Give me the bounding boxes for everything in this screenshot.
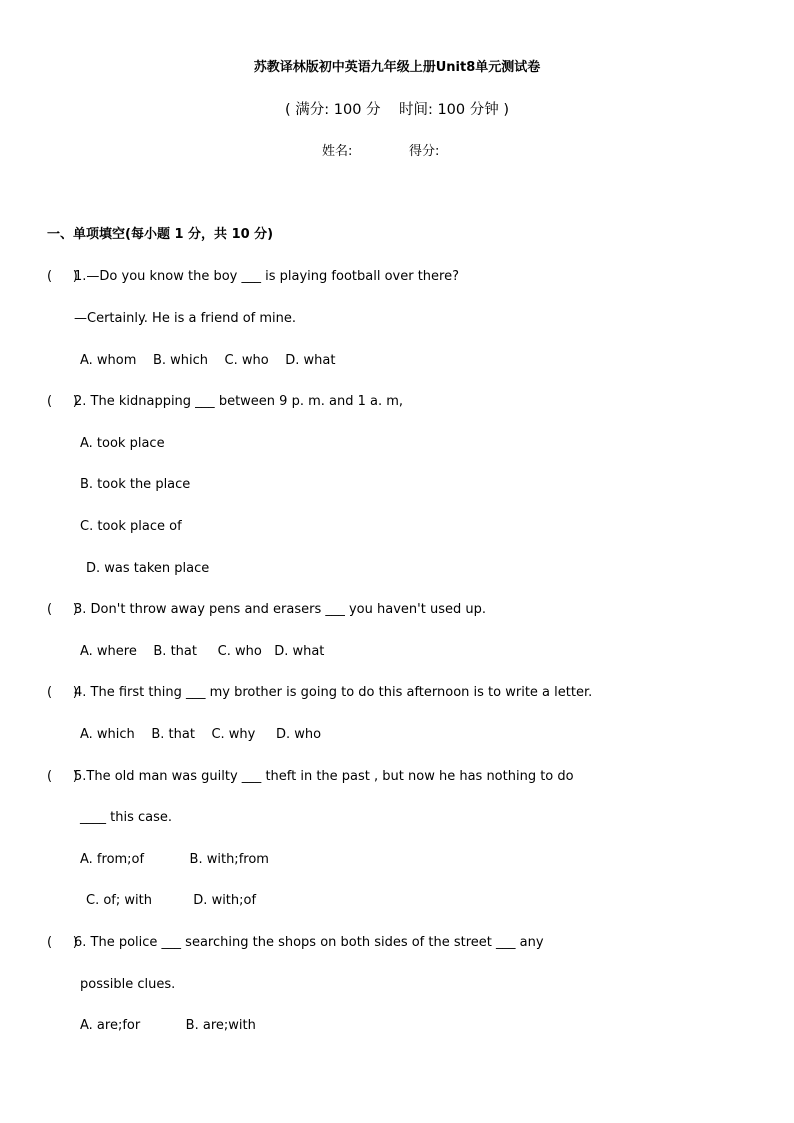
question-6-continuation: possible clues. xyxy=(80,977,176,992)
exam-subtitle: ( 满分: 100 分 时间: 100 分钟 ) xyxy=(284,102,510,118)
question-4-options: A. which B. that C. why D. who xyxy=(80,727,322,742)
question-5-continuation: ____ this case. xyxy=(80,810,173,825)
exam-title: 苏教译林版初中英语九年级上册Unit8单元测试卷 xyxy=(253,60,541,75)
question-3-stem: 3. Don't throw away pens and erasers ___ you haven't used up. xyxy=(74,602,486,617)
question-1-stem: 1.—Do you know the boy ___ is playing football over there? xyxy=(74,269,459,284)
answer-bracket: ( ) xyxy=(47,935,78,950)
question-2-option-a: A. took place xyxy=(80,436,165,451)
answer-bracket: ( ) xyxy=(47,394,78,409)
question-1-options: A. whom B. which C. who D. what xyxy=(80,353,336,368)
answer-bracket: ( ) xyxy=(47,602,78,617)
question-2-stem: 2. The kidnapping ___ between 9 p. m. and 1 a. m, xyxy=(74,394,404,409)
question-1-reply: —Certainly. He is a friend of mine. xyxy=(74,311,297,326)
section-heading: 一、单项填空(每小题 1 分，共 10 分) xyxy=(47,227,274,242)
question-4-stem: 4. The first thing ___ my brother is going to do this afternoon is to write a letter. xyxy=(74,685,593,700)
question-5-stem: 5.The old man was guilty ___ theft in the past , but now he has nothing to do xyxy=(74,769,574,784)
question-6-stem: 6. The police ___ searching the shops on both sides of the street ___ any xyxy=(74,935,544,950)
name-label: 姓名: xyxy=(322,144,353,159)
question-5-options-cd: C. of; with D. with;of xyxy=(86,893,257,908)
question-2-option-d: D. was taken place xyxy=(86,561,210,576)
answer-bracket: ( ) xyxy=(47,269,78,284)
answer-bracket: ( ) xyxy=(47,685,78,700)
question-3-options: A. where B. that C. who D. what xyxy=(80,644,325,659)
question-5-options-ab: A. from;of B. with;from xyxy=(80,852,269,867)
question-2-option-b: B. took the place xyxy=(80,477,191,492)
question-6-options-ab: A. are;for B. are;with xyxy=(80,1018,256,1033)
answer-bracket: ( ) xyxy=(47,769,78,784)
question-2-option-c: C. took place of xyxy=(80,519,182,534)
score-label: 得分: xyxy=(409,144,440,159)
